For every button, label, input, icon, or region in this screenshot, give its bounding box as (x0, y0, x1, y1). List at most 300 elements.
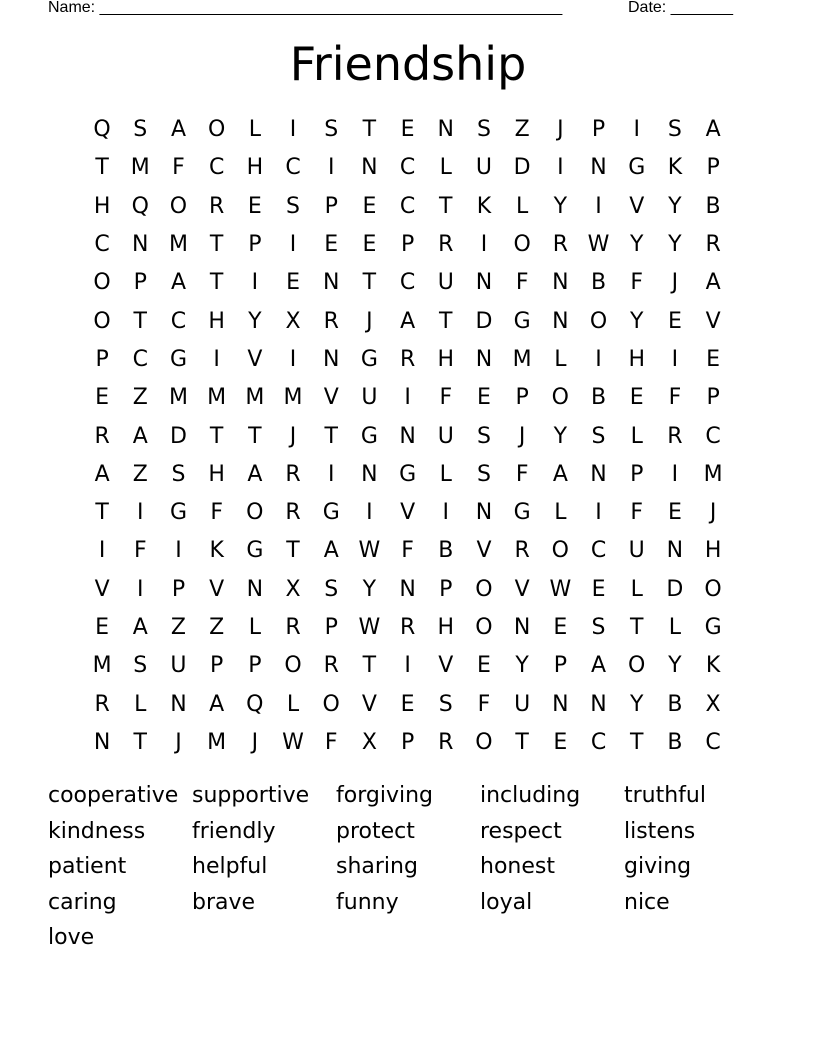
grid-letter: E (400, 117, 415, 143)
grid-letter: R (94, 691, 110, 717)
grid-letter: R (399, 346, 416, 372)
word-bank-row (48, 849, 768, 885)
grid-letter: M (703, 461, 723, 487)
grid-letter: I (251, 270, 259, 296)
grid-letter: Z (514, 117, 530, 143)
grid-letter: E (247, 193, 262, 219)
grid-letter: Y (668, 193, 682, 219)
grid-letter: J (366, 308, 373, 334)
grid-letter: P (248, 232, 262, 258)
word-bank-item: loyal (480, 889, 533, 915)
grid-letter: T (439, 193, 453, 219)
grid-letter: F (172, 155, 185, 181)
word-bank-row (48, 778, 768, 814)
grid-letter: N (552, 270, 569, 296)
grid-letter: I (595, 346, 602, 372)
grid-letter: W (282, 729, 304, 755)
grid-letter: T (286, 538, 300, 564)
grid-letter: N (552, 308, 569, 334)
grid-letter: P (706, 155, 720, 181)
grid-letter: M (283, 385, 303, 411)
grid-letter: M (168, 385, 188, 411)
grid-letter: D (475, 308, 493, 334)
word-bank (48, 778, 768, 956)
grid-letter: Y (362, 576, 377, 602)
grid-letter: R (209, 193, 225, 219)
grid-letter: I (98, 538, 106, 564)
word-bank-row (48, 920, 768, 956)
grid-row (83, 685, 733, 723)
grid-letter: T (133, 729, 147, 755)
word-bank-item: nice (624, 889, 670, 915)
grid-letter: I (480, 232, 488, 258)
grid-letter: H (437, 615, 455, 640)
grid-letter: T (362, 653, 377, 679)
grid-letter: I (404, 385, 411, 411)
grid-letter: H (437, 346, 455, 372)
grid-letter: K (209, 538, 224, 564)
grid-letter: E (324, 232, 339, 258)
grid-letter: T (629, 615, 644, 640)
grid-letter: N (475, 346, 493, 372)
grid-letter: N (361, 155, 378, 181)
grid-letter: I (137, 576, 144, 602)
grid-letter: T (209, 270, 224, 296)
grid-letter: S (438, 691, 453, 717)
grid-letter: J (709, 500, 717, 526)
grid-letter: C (170, 308, 187, 334)
word-bank-item: friendly (192, 818, 276, 844)
grid-letter: N (132, 232, 149, 258)
grid-letter: N (437, 117, 455, 143)
grid-letter: S (324, 117, 339, 143)
grid-letter: V (476, 538, 492, 564)
grid-letter: I (289, 346, 297, 372)
grid-row (83, 532, 733, 570)
grid-letter: R (285, 500, 301, 526)
grid-letter: C (590, 538, 607, 564)
grid-letter: H (628, 346, 645, 372)
grid-letter: N (590, 691, 607, 717)
grid-letter: Y (515, 653, 529, 679)
grid-letter: E (667, 308, 682, 334)
grid-letter: A (170, 270, 186, 296)
grid-letter: H (208, 461, 225, 487)
grid-letter: I (595, 193, 602, 219)
grid-letter: M (92, 653, 112, 679)
grid-letter: I (595, 500, 602, 526)
grid-letter: S (171, 461, 186, 487)
grid-letter: X (705, 691, 721, 717)
grid-row (83, 341, 733, 379)
grid-letter: R (667, 423, 683, 449)
grid-letter: E (477, 385, 491, 411)
grid-letter: A (400, 308, 416, 334)
grid-letter: Q (131, 193, 149, 219)
grid-letter: O (551, 538, 569, 564)
grid-letter: H (704, 538, 722, 564)
grid-letter: K (667, 155, 683, 181)
grid-letter: V (438, 653, 454, 679)
grid-row (83, 571, 733, 609)
grid-letter: T (248, 423, 262, 449)
grid-letter: D (666, 576, 684, 602)
grid-letter: V (629, 193, 645, 219)
grid-letter: F (210, 500, 223, 526)
grid-letter: O (475, 615, 493, 640)
grid-letter: S (591, 423, 606, 449)
word-bank-row (48, 885, 768, 921)
grid-letter: E (477, 653, 491, 679)
grid-letter: A (591, 653, 607, 679)
grid-letter: K (476, 193, 492, 219)
grid-letter: R (438, 232, 454, 258)
grid-letter: J (557, 117, 564, 143)
word-bank-item: funny (336, 889, 399, 915)
grid-letter: C (285, 155, 301, 181)
grid-letter: T (324, 423, 338, 449)
grid-letter: I (175, 538, 182, 564)
grid-letter: P (324, 615, 338, 640)
grid-letter: O (169, 193, 188, 219)
word-bank-item: honest (480, 854, 555, 880)
grid-letter: K (705, 653, 721, 679)
grid-letter: O (207, 117, 226, 143)
word-bank-item: helpful (192, 854, 268, 880)
grid-letter: J (518, 423, 526, 449)
grid-letter: G (169, 500, 187, 526)
grid-letter: J (289, 423, 297, 449)
grid-letter: P (400, 729, 415, 755)
grid-letter: L (516, 193, 529, 219)
grid-letter: H (246, 155, 264, 181)
grid-letter: P (400, 232, 415, 258)
grid-letter: Y (629, 691, 644, 717)
grid-row (83, 417, 733, 455)
grid-letter: B (590, 385, 607, 411)
grid-letter: A (170, 117, 186, 143)
grid-letter: T (209, 423, 224, 449)
grid-letter: Y (629, 232, 644, 258)
grid-letter: O (93, 270, 111, 296)
grid-letter: P (553, 653, 567, 679)
grid-letter: S (133, 117, 148, 143)
grid-letter: Y (248, 308, 262, 334)
grid-letter: T (515, 729, 529, 755)
grid-letter: P (171, 576, 186, 602)
grid-letter: I (633, 117, 640, 143)
grid-letter: P (210, 653, 224, 679)
grid-letter: R (705, 232, 721, 258)
grid-letter: M (130, 155, 150, 181)
grid-letter: S (667, 117, 682, 143)
grid-letter: C (705, 423, 721, 449)
grid-letter: E (362, 193, 377, 219)
word-bank-item: kindness (48, 818, 146, 844)
grid-letter: S (591, 615, 606, 640)
grid-letter: Z (209, 615, 225, 640)
grid-letter: N (399, 576, 416, 602)
grid-letter: U (475, 155, 493, 181)
word-bank-item: including (480, 783, 581, 809)
grid-letter: P (591, 117, 606, 143)
word-bank-item: caring (48, 889, 117, 915)
grid-letter: J (175, 729, 182, 755)
grid-letter: E (706, 346, 721, 372)
grid-letter: F (439, 385, 453, 411)
grid-letter: M (207, 385, 227, 411)
grid-letter: N (475, 500, 493, 526)
grid-row (83, 149, 733, 187)
grid-letter: O (475, 576, 493, 602)
grid-row (83, 379, 733, 417)
grid-letter: L (439, 155, 452, 181)
grid-letter: P (515, 385, 529, 411)
grid-letter: O (284, 653, 302, 679)
word-bank-item: love (48, 925, 95, 951)
grid-row (83, 226, 733, 264)
grid-letter: W (549, 576, 572, 602)
grid-letter: G (169, 346, 187, 372)
grid-letter: O (475, 729, 493, 755)
grid-letter: G (513, 500, 531, 526)
word-bank-item: sharing (336, 854, 418, 880)
word-bank-item: respect (480, 818, 562, 844)
grid-letter: T (439, 308, 453, 334)
grid-letter: E (95, 615, 110, 640)
grid-letter: N (246, 576, 264, 602)
grid-letter: E (553, 729, 568, 755)
grid-letter: N (93, 729, 111, 755)
grid-letter: N (361, 461, 378, 487)
grid-letter: S (133, 653, 148, 679)
grid-row (83, 724, 733, 762)
grid-letter: N (552, 691, 569, 717)
grid-letter: T (629, 729, 644, 755)
grid-letter: I (213, 346, 220, 372)
grid-letter: G (246, 538, 264, 564)
grid-letter: I (137, 500, 144, 526)
grid-letter: V (514, 576, 530, 602)
grid-letter: P (248, 653, 262, 679)
grid-letter: F (515, 461, 529, 487)
grid-letter: Q (246, 691, 264, 717)
grid-letter: V (400, 500, 416, 526)
grid-letter: L (668, 615, 682, 640)
grid-letter: X (285, 308, 301, 334)
grid-letter: T (95, 155, 109, 181)
grid-letter: O (551, 385, 569, 411)
grid-row (83, 609, 733, 647)
grid-row (83, 456, 733, 494)
grid-letter: C (399, 270, 416, 296)
grid-letter: U (437, 423, 454, 449)
grid-letter: I (442, 500, 450, 526)
grid-letter: A (323, 538, 339, 564)
grid-letter: F (401, 538, 414, 564)
grid-letter: W (358, 538, 381, 564)
grid-letter: N (666, 538, 684, 564)
grid-letter: G (360, 346, 378, 372)
grid-row (83, 264, 733, 302)
grid-letter: G (399, 461, 417, 487)
grid-letter: I (289, 117, 297, 143)
word-bank-row (48, 814, 768, 850)
grid-letter: U (628, 538, 645, 564)
grid-letter: C (705, 729, 721, 755)
grid-letter: T (95, 500, 109, 526)
grid-letter: M (207, 729, 227, 755)
grid-letter: G (704, 615, 722, 640)
grid-row (83, 494, 733, 532)
grid-letter: R (514, 538, 530, 564)
grid-letter: R (552, 232, 568, 258)
grid-letter: G (360, 423, 378, 449)
grid-letter: Q (93, 117, 111, 143)
grid-letter: E (400, 691, 415, 717)
word-bank-item: patient (48, 854, 127, 880)
grid-letter: F (630, 500, 644, 526)
grid-letter: L (439, 461, 452, 487)
grid-letter: L (134, 691, 147, 717)
word-bank-item: protect (336, 818, 415, 844)
grid-letter: S (286, 193, 301, 219)
grid-letter: G (322, 500, 340, 526)
grid-letter: E (629, 385, 644, 411)
grid-letter: E (553, 615, 568, 640)
word-bank-item: brave (192, 889, 256, 915)
grid-letter: R (438, 729, 454, 755)
grid-letter: P (324, 193, 338, 219)
grid-letter: I (671, 461, 679, 487)
grid-letter: R (323, 308, 339, 334)
grid-letter: S (476, 117, 491, 143)
grid-letter: F (630, 270, 644, 296)
grid-letter: L (286, 691, 300, 717)
grid-letter: P (439, 576, 453, 602)
grid-letter: O (322, 691, 340, 717)
grid-letter: A (209, 691, 225, 717)
grid-letter: E (591, 576, 606, 602)
grid-letter: T (133, 308, 147, 334)
grid-letter: R (94, 423, 110, 449)
grid-letter: Z (132, 461, 148, 487)
grid-letter: G (513, 308, 531, 334)
grid-letter: O (93, 308, 111, 334)
grid-letter: L (630, 576, 643, 602)
grid-letter: E (362, 232, 377, 258)
grid-letter: T (209, 232, 224, 258)
grid-letter: I (289, 232, 297, 258)
grid-letter: F (324, 729, 338, 755)
grid-letter: E (95, 385, 110, 411)
grid-letter: O (589, 308, 608, 334)
grid-letter: B (590, 270, 607, 296)
word-bank-item: giving (624, 854, 692, 880)
grid-letter: D (513, 155, 531, 181)
grid-letter: B (705, 193, 721, 219)
grid-letter: A (132, 615, 148, 640)
name-field-label: Name: ____________________________________________________ (48, 0, 563, 16)
grid-letter: N (399, 423, 416, 449)
grid-letter: C (590, 729, 607, 755)
grid-letter: A (705, 270, 721, 296)
grid-letter: V (247, 346, 263, 372)
grid-letter: O (246, 500, 264, 526)
grid-letter: N (322, 270, 340, 296)
grid-letter: B (438, 538, 454, 564)
grid-letter: A (132, 423, 148, 449)
grid-letter: O (513, 232, 531, 258)
grid-letter: N (590, 155, 607, 181)
grid-letter: X (361, 729, 377, 755)
grid-letter: P (630, 461, 644, 487)
grid-letter: N (170, 691, 187, 717)
grid-letter: N (322, 346, 340, 372)
word-bank-item: cooperative (48, 783, 179, 809)
grid-letter: C (94, 232, 110, 258)
grid-letter: Z (132, 385, 148, 411)
grid-row (83, 302, 733, 340)
grid-letter: A (247, 461, 263, 487)
grid-letter: O (628, 653, 646, 679)
grid-letter: F (668, 385, 682, 411)
grid-letter: O (704, 576, 722, 602)
grid-letter: I (404, 653, 411, 679)
grid-letter: C (132, 346, 148, 372)
grid-letter: R (323, 653, 339, 679)
grid-letter: R (399, 615, 416, 640)
grid-letter: L (630, 423, 643, 449)
grid-letter: N (590, 461, 607, 487)
grid-letter: V (361, 691, 377, 717)
grid-letter: Y (553, 193, 568, 219)
grid-letter: E (286, 270, 300, 296)
grid-letter: U (170, 653, 187, 679)
grid-letter: T (362, 117, 377, 143)
grid-letter: C (399, 155, 416, 181)
grid-letter: F (515, 270, 529, 296)
grid-letter: S (324, 576, 339, 602)
grid-letter: T (362, 270, 377, 296)
grid-letter: V (209, 576, 225, 602)
grid-letter: Y (668, 232, 682, 258)
grid-letter: H (208, 308, 225, 334)
grid-letter: J (671, 270, 679, 296)
grid-letter: R (285, 461, 301, 487)
grid-letter: S (476, 461, 491, 487)
grid-letter: A (94, 461, 110, 487)
word-search-grid (83, 111, 733, 762)
grid-letter: C (208, 155, 225, 181)
grid-letter: Y (668, 653, 682, 679)
grid-letter: H (93, 193, 111, 219)
grid-letter: J (251, 729, 259, 755)
grid-letter: A (552, 461, 568, 487)
grid-letter: M (245, 385, 265, 411)
grid-letter: V (705, 308, 721, 334)
grid-letter: W (358, 615, 381, 640)
grid-letter: M (512, 346, 532, 372)
grid-row (83, 111, 733, 149)
grid-letter: I (366, 500, 373, 526)
grid-letter: F (477, 691, 491, 717)
word-bank-item: supportive (192, 783, 310, 809)
grid-letter: U (514, 691, 531, 717)
grid-letter: R (285, 615, 301, 640)
grid-letter: D (169, 423, 187, 449)
grid-row (83, 188, 733, 226)
